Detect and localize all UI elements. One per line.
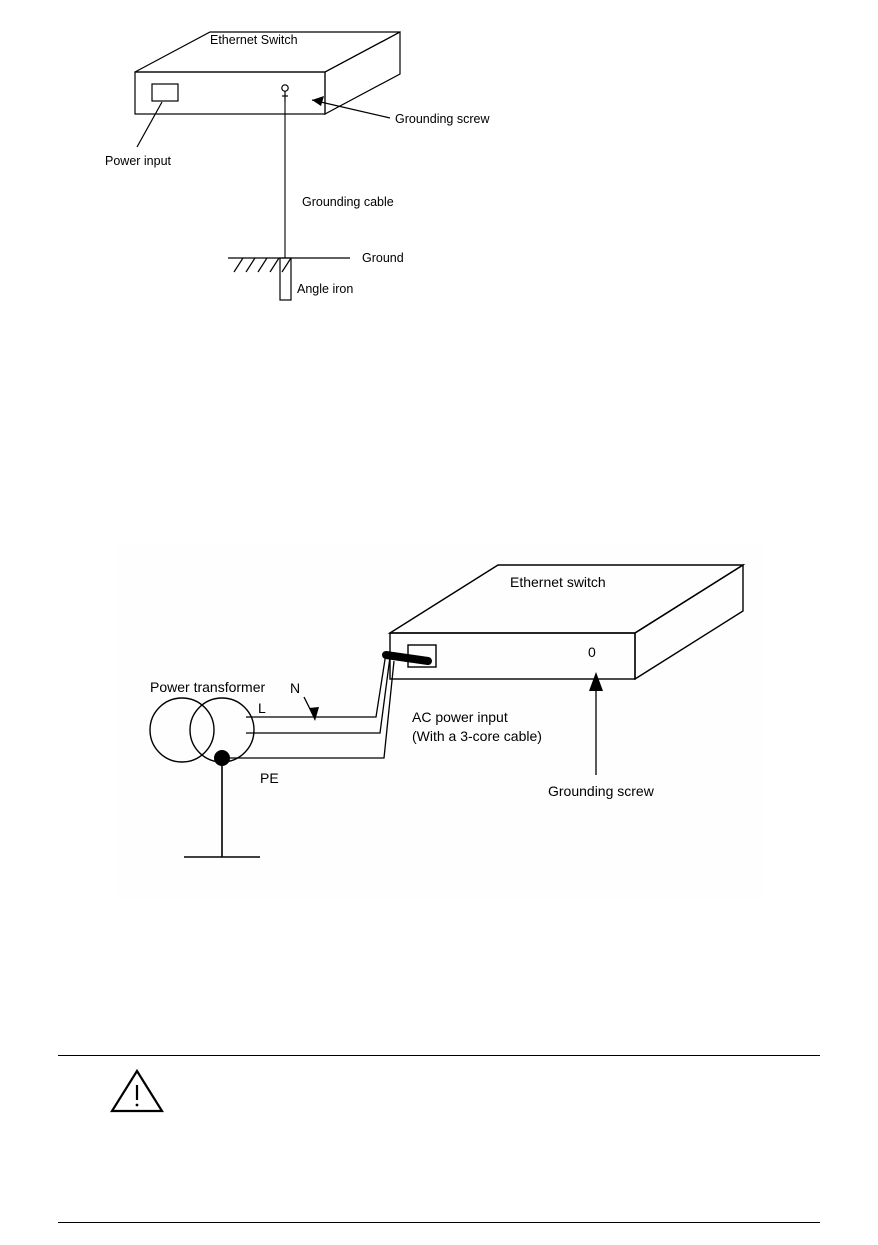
label-wire-pe: PE	[260, 770, 279, 786]
label-ground: Ground	[362, 251, 404, 265]
ac-power-diagram-figure	[118, 545, 763, 900]
label-grounding-cable: Grounding cable	[302, 195, 394, 209]
label-grounding-screw: Grounding screw	[395, 112, 490, 126]
label-grounding-screw: Grounding screw	[548, 783, 654, 799]
label-power-transformer: Power transformer	[150, 679, 266, 695]
warning-triangle-icon	[110, 1068, 164, 1114]
label-ethernet-switch: Ethernet switch	[510, 574, 606, 590]
notice-bottom-divider	[58, 1222, 820, 1223]
notice-top-divider	[58, 1055, 820, 1056]
label-wire-n: N	[290, 680, 301, 696]
label-angle-iron: Angle iron	[297, 282, 354, 296]
label-ethernet-switch: Ethernet Switch	[210, 33, 298, 47]
label-ac-power-input: AC power input	[412, 709, 508, 725]
label-ac-power-input-detail: (With a 3-core cable)	[412, 728, 542, 744]
label-screw-marker: 0	[588, 644, 596, 660]
label-wire-l: L	[258, 700, 266, 716]
label-power-input: Power input	[105, 154, 172, 168]
grounding-diagram-figure	[100, 10, 660, 320]
